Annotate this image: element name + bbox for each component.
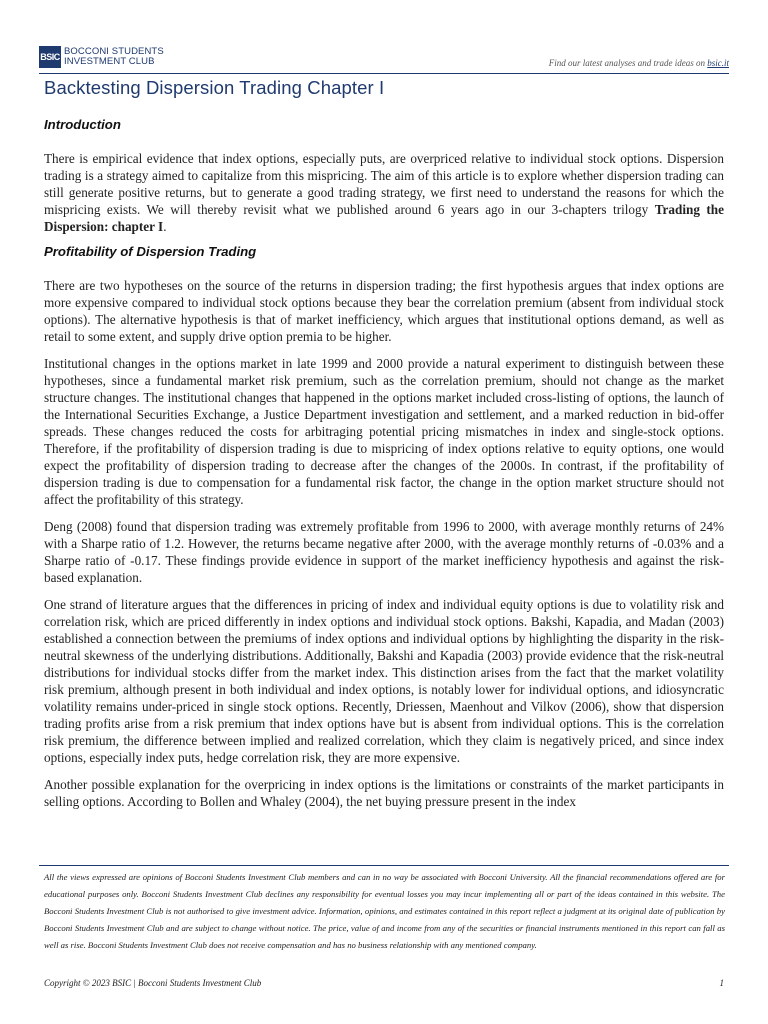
bsic-logo[interactable]	[39, 44, 164, 70]
intro-text: There is empirical evidence that index options, especially puts, are overpriced relative to individual stock options. Dispersion trading is a strategy aimed to capitalize from this mispricing. The aim of this article is to explore whether dispersion trading can still generate positive returns, but to generate a good trading strategy, we first need to understand the reasons for which the mispricing exists. We will thereby revisit what we published around 6 years ago in our 3-chapters trilogy	[44, 151, 724, 217]
copyright: Copyright © 2023 BSIC | Bocconi Students Investment Club	[44, 978, 262, 988]
disclaimer: All the views expressed are opinions of Bocconi Students Investment Club members and can in no way be associated with Bocconi University. All the financial recommendations offered are for educational purposes only. Bocconi Students Investment Club declines any responsibility for eventual losses you may incur implementing all or part of the ideas contained in this website. The Bocconi Students Investment Club is not authorised to give investment advice. Information, opinions, and estimates contained in this report reflect a judgment at its original date of publication by Bocconi Students Investment Club and are subject to change without notice. The price, value of and income from any of the securities or financial instruments mentioned in this report can fall as well as rise. Bocconi Students Investment Club does not receive compensation and has no business relationship with any mentioned company.	[44, 872, 725, 950]
section-heading-profitability: Profitability of Dispersion Trading	[44, 244, 257, 259]
tagline-text: Find our latest analyses and trade ideas on	[548, 58, 705, 68]
intro-paragraph	[44, 150, 724, 235]
profitability-paragraph-1: There are two hypotheses on the source of the returns in dispersion trading; the first hypothesis argues that index options are more expensive compared to individual stock options because they bear the correlation premium (absent from individual stock options). The alternative hypothesis is that of market inefficiency, which argues that institutional options demand, as well as retail to some extent, and supply drive option premia to be higher.	[44, 278, 724, 344]
profitability-paragraph-3: Deng (2008) found that dispersion trading was extremely profitable from 1996 to 2000, with average monthly returns of 24% with a Sharpe ratio of 1.2. However, the returns became negative after 2000, with the average monthly returns of -0.03% and a Sharpe ratio of -0.17. These findings provide evidence in support of the market inefficiency hypothesis and against the risk-based explanation.	[44, 519, 724, 585]
logo-line-2: INVESTMENT CLUB	[64, 56, 155, 67]
profitability-paragraph-5: Another possible explanation for the overpricing in index options is the limitations or constraints of the market participants in selling options. According to Bollen and Whaley (2004), the net buying pressure present in the index	[44, 777, 724, 809]
header-divider	[39, 73, 729, 74]
article-body	[44, 116, 724, 810]
trilogy-reference: Trading the Dispersion: chapter I	[44, 202, 724, 234]
bsic-link[interactable]: bsic.it	[707, 58, 729, 68]
footer-divider	[39, 865, 729, 866]
header-tagline	[549, 58, 729, 68]
page-header	[39, 44, 729, 72]
section-heading-introduction: Introduction	[44, 117, 121, 132]
intro-end: .	[163, 219, 167, 234]
logo-line-1: BOCCONI STUDENTS	[64, 46, 164, 57]
article-title: Backtesting Dispersion Trading Chapter I	[44, 77, 385, 98]
page-number: 1	[719, 978, 724, 988]
profitability-paragraph-2: Institutional changes in the options market in late 1999 and 2000 provide a natural experiment to distinguish between these hypotheses, since a fundamental market risk premium, such as the correlation premium, should not change as the market structure changes. The institutional changes that happened in the options market included cross-listing of options, the launch of the International Securities Exchange, a Justice Department investigation and settlement, and a marked reduction in bid-offer spreads. These changes reduced the costs for arbitraging potential pricing mismatches in index and single-stock options. Therefore, if the profitability of dispersion trading is due to mispricing of index options relative to equity options, one would expect the profitability of dispersion trading to decrease after the changes of the 2000s. In contrast, if the profitability of dispersion trading is due to compensation for a fundamental risk factor, the change in the option market structure should not affect the profitability of this strategy.	[44, 356, 724, 507]
profitability-paragraph-4: One strand of literature argues that the differences in pricing of index and individual equity options is due to volatility risk and correlation risk, which are priced differently in index options and individual stock options. Bakshi, Kapadia, and Madan (2003) established a connection between the premiums of index options and individual options by highlighting the disparity in the risk-neutral skewness of the underlying distributions. Additionally, Bakshi and Kapadia (2003) provide evidence that the risk-neutral distributions for individual stocks differ from the market index. This distinction arises from the fact that the market volatility risk premium, although present in both individual and index options, is notably lower for individual options, and idiosyncratic volatility remains under-priced in single stock options. Recently, Driessen, Maenhout and Vilkov (2006), show that dispersion trading profits arise from a risk premium that index options have but is absent from individual options. This is the correlation risk premium, the difference between implied and realized correlation, which they claim is negatively priced, and since index options, especially index puts, hedge correlation risk, they are more expensive.	[44, 597, 724, 765]
logo-mark: BSIC	[39, 46, 61, 68]
logo-wordmark	[64, 47, 164, 67]
